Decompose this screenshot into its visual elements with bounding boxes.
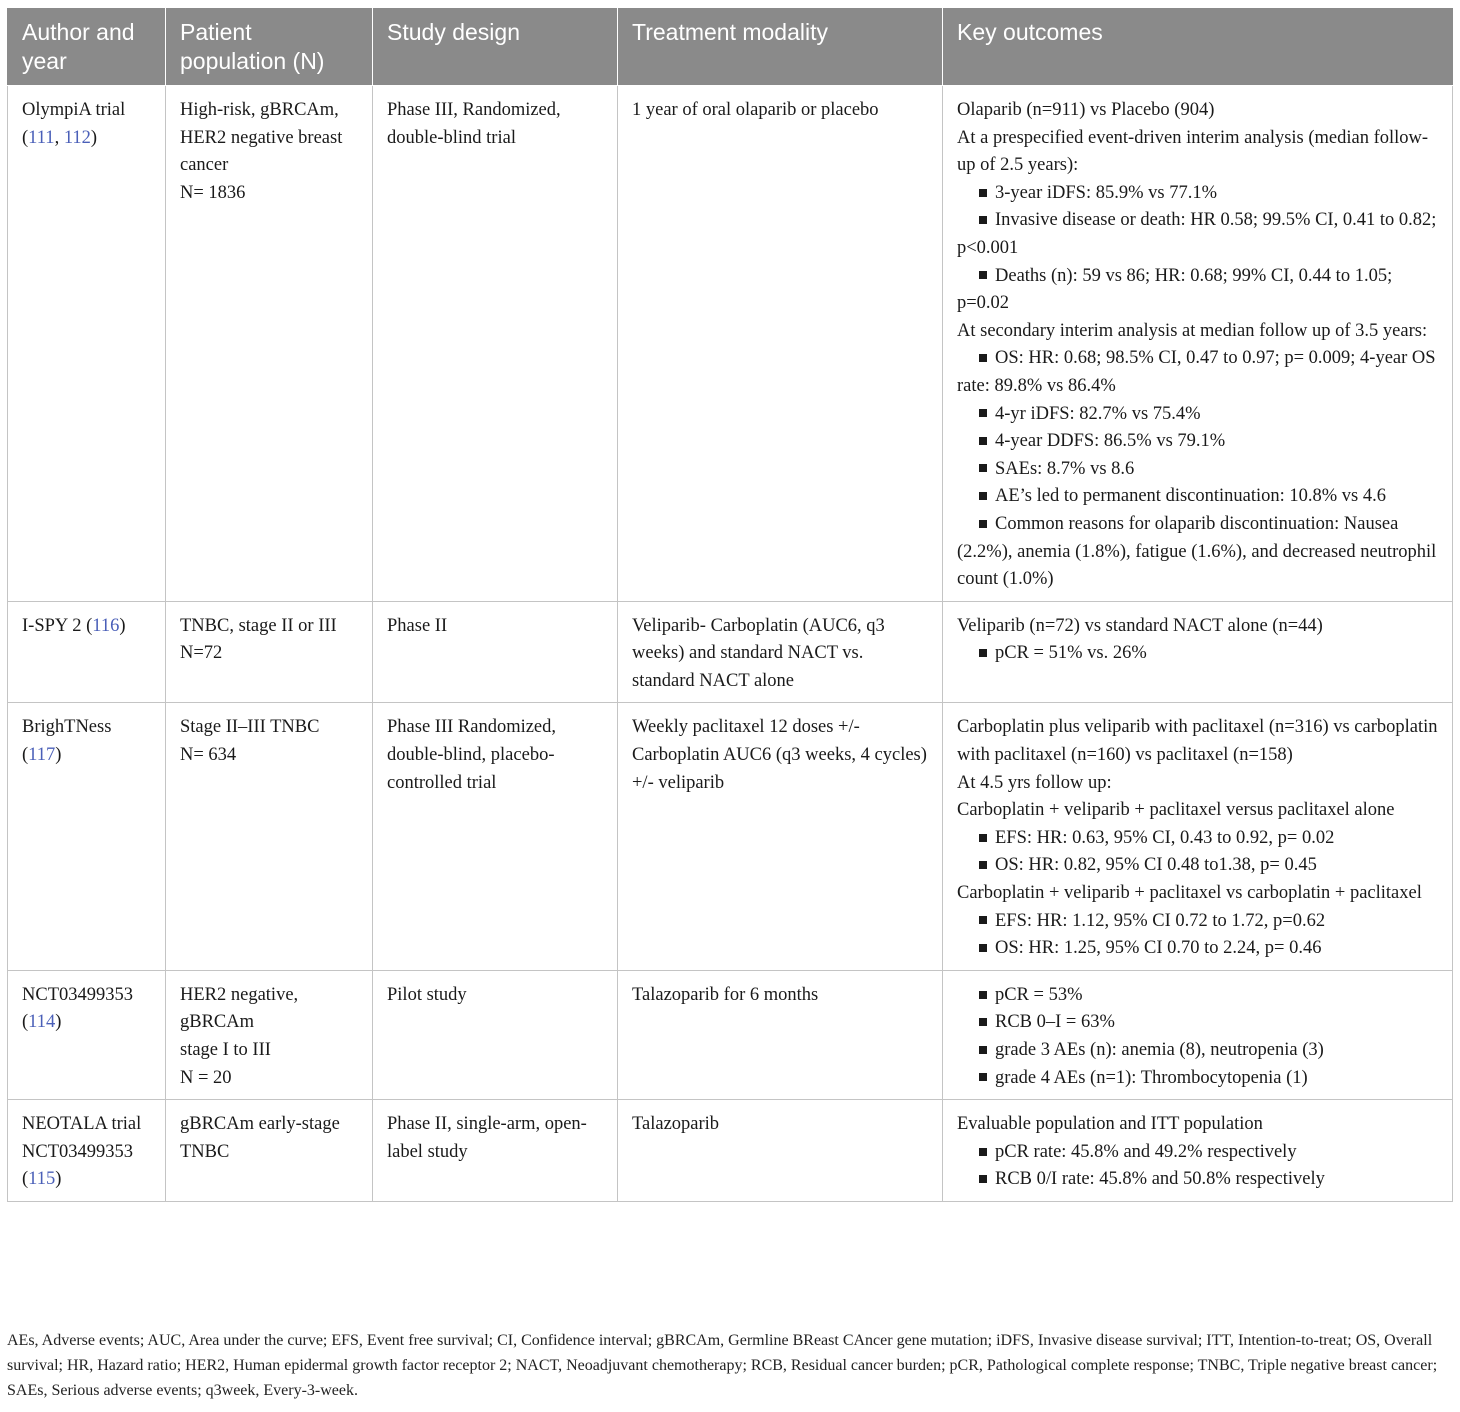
cell-population xyxy=(166,86,373,602)
cell-treatment xyxy=(618,1100,943,1202)
bullet-square-icon xyxy=(979,1046,987,1054)
outcome-bullet xyxy=(957,207,1438,262)
cell-outcomes xyxy=(943,1100,1453,1202)
bullet-square-icon xyxy=(979,991,987,999)
cell-outcomes xyxy=(943,970,1453,1099)
cell-treatment xyxy=(618,703,943,970)
cell-treatment xyxy=(618,86,943,602)
cell-design-line: Phase III Randomized, double-blind, placebo-controlled trial xyxy=(387,717,557,793)
cell-treatment xyxy=(618,601,943,703)
cell-population-line: TNBC, stage II or III xyxy=(180,615,337,636)
bullet-square-icon xyxy=(979,216,987,224)
cell-design xyxy=(373,601,618,703)
cell-author: BrighTNess (117) xyxy=(8,703,166,970)
cell-treatment-line: Veliparib- Carboplatin (AUC6, q3 weeks) and standard NACT vs. standard NACT alone xyxy=(632,615,885,691)
cell-population xyxy=(166,1100,373,1202)
outcome-text: 4-yr iDFS: 82.7% vs 75.4% xyxy=(995,403,1201,424)
cell-population-line: N= 634 xyxy=(180,745,237,766)
outcome-text: 3-year iDFS: 85.9% vs 77.1% xyxy=(995,182,1217,203)
cell-design-line: Phase III, Randomized, double-blind trial xyxy=(387,100,561,148)
cell-design xyxy=(373,970,618,1099)
outcome-bullet xyxy=(957,428,1438,456)
cell-population-line: gBRCAm early-stage TNBC xyxy=(180,1114,340,1162)
bullet-square-icon xyxy=(979,1073,987,1081)
outcome-line: At secondary interim analysis at median follow up of 3.5 years: xyxy=(957,320,1428,341)
table-row xyxy=(8,703,1453,970)
cell-population-line: N=72 xyxy=(180,643,223,664)
outcome-bullet xyxy=(957,456,1438,484)
outcome-bullet xyxy=(957,1037,1438,1065)
author-name: OlympiA trial xyxy=(22,100,126,120)
outcome-line: Olaparib (n=911) vs Placebo (904) xyxy=(957,100,1215,120)
bullet-square-icon xyxy=(979,492,987,500)
reference-link[interactable]: 117 xyxy=(28,745,56,766)
outcome-text: pCR = 53% xyxy=(995,984,1083,1005)
outcome-line: Carboplatin plus veliparib with paclitaxel (n=316) vs carboplatin with paclitaxel (n=160) vs paclitaxel (n=158) xyxy=(957,717,1438,766)
reference-link[interactable]: 111 xyxy=(28,127,55,148)
outcome-text: AE’s led to permanent discontinuation: 10.8% vs 4.6 xyxy=(995,486,1387,507)
cell-population xyxy=(166,601,373,703)
outcome-text: SAEs: 8.7% vs 8.6 xyxy=(995,458,1135,479)
outcome-bullet xyxy=(957,1065,1438,1093)
header-treatment: Treatment modality xyxy=(618,8,943,86)
cell-population xyxy=(166,703,373,970)
cell-author: I-SPY 2 (116) xyxy=(8,601,166,703)
reference-link[interactable]: 112 xyxy=(63,127,91,148)
outcome-line: Evaluable population and ITT population xyxy=(957,1114,1263,1135)
cell-population xyxy=(166,970,373,1099)
outcome-bullet xyxy=(957,1139,1438,1167)
bullet-square-icon xyxy=(979,354,987,362)
outcome-bullet xyxy=(957,825,1438,853)
cell-treatment-line: Talazoparib xyxy=(632,1114,720,1135)
header-design: Study design xyxy=(373,8,618,86)
outcome-text: EFS: HR: 1.12, 95% CI 0.72 to 1.72, p=0.62 xyxy=(995,910,1326,931)
outcome-text: RCB 0/I rate: 45.8% and 50.8% respectively xyxy=(995,1169,1325,1190)
author-name: BrighTNess xyxy=(22,717,112,738)
bullet-square-icon xyxy=(979,1175,987,1183)
bullet-square-icon xyxy=(979,861,987,869)
cell-outcomes xyxy=(943,86,1453,602)
cell-population-line: HER2 negative, gBRCAm xyxy=(180,984,299,1033)
table-row xyxy=(8,86,1453,602)
bullet-square-icon xyxy=(979,1018,987,1026)
outcome-text: OS: HR: 0.82, 95% CI 0.48 to1.38, p= 0.45 xyxy=(995,855,1317,876)
outcome-text: Invasive disease or death: HR 0.58; 99.5% CI, 0.41 to 0.82; p<0.001 xyxy=(957,210,1437,258)
outcome-bullet xyxy=(957,1009,1438,1037)
cell-outcomes xyxy=(943,601,1453,703)
bullet-square-icon xyxy=(979,437,987,445)
cell-design xyxy=(373,1100,618,1202)
bullet-square-icon xyxy=(979,649,987,657)
bullet-square-icon xyxy=(979,834,987,842)
author-name: NEOTALA trial xyxy=(22,1114,142,1135)
cell-population-line: High-risk, gBRCAm, HER2 negative breast cancer xyxy=(180,100,343,176)
outcome-bullet xyxy=(957,852,1438,880)
outcome-line: Carboplatin + veliparib + paclitaxel vs carboplatin + paclitaxel xyxy=(957,883,1422,904)
cell-treatment xyxy=(618,970,943,1099)
table-footnote: AEs, Adverse events; AUC, Area under the curve; EFS, Event free survival; CI, Confidence interval; gBRCAm, Germline BReast CAncer gene mutation; iDFS, Invasive disease survival; ITT, Intention-to-treat; OS, Overall survival; HR, Hazard ratio; HER2, Human epidermal growth factor receptor 2; NACT, Neoadjuvant chemotherapy; RCB, Residual cancer burden; pCR, Pathological complete response; TNBC, Triple negative breast cancer; SAEs, Serious adverse events; q3week, Every-3-week. xyxy=(7,1332,1438,1399)
outcome-bullet xyxy=(957,511,1438,594)
outcome-line: At 4.5 yrs follow up: xyxy=(957,772,1112,793)
outcome-bullet xyxy=(957,908,1438,936)
bullet-square-icon xyxy=(979,409,987,417)
outcome-bullet xyxy=(957,263,1438,318)
outcome-line: Veliparib (n=72) vs standard NACT alone (n=44) xyxy=(957,615,1323,636)
cell-population-line: stage I to III xyxy=(180,1040,271,1060)
outcome-bullet xyxy=(957,401,1438,429)
outcome-text: pCR rate: 45.8% and 49.2% respectively xyxy=(995,1141,1297,1162)
reference-link[interactable]: 114 xyxy=(28,1012,56,1033)
reference-link[interactable]: 116 xyxy=(92,615,120,636)
outcome-text: Common reasons for olaparib discontinuation: Nausea (2.2%), anemia (1.8%), fatigue (1.6%), and decreased neutrophil count (1.0%) xyxy=(957,513,1437,590)
cell-design xyxy=(373,86,618,602)
trials-table xyxy=(7,8,1453,1202)
cell-treatment-line: 1 year of oral olaparib or placebo xyxy=(632,100,879,120)
cell-author: OlympiA trial (111, 112) xyxy=(8,86,166,602)
header-row xyxy=(8,8,1453,86)
outcome-text: 4-year DDFS: 86.5% vs 79.1% xyxy=(995,431,1226,452)
author-name: I-SPY 2 xyxy=(22,615,82,636)
cell-author: NEOTALA trial NCT03499353 (115) xyxy=(8,1100,166,1202)
bullet-square-icon xyxy=(979,944,987,952)
outcome-text: OS: HR: 1.25, 95% CI 0.70 to 2.24, p= 0.46 xyxy=(995,938,1322,959)
outcome-bullet xyxy=(957,982,1438,1010)
bullet-square-icon xyxy=(979,271,987,279)
outcome-bullet xyxy=(957,180,1438,208)
table-row xyxy=(8,1100,1453,1202)
bullet-square-icon xyxy=(979,916,987,924)
cell-author: NCT03499353 (114) xyxy=(8,970,166,1099)
outcome-text: pCR = 51% vs. 26% xyxy=(995,643,1147,664)
outcome-text: grade 4 AEs (n=1): Thrombocytopenia (1) xyxy=(995,1067,1308,1088)
bullet-square-icon xyxy=(979,520,987,528)
outcome-text: RCB 0–I = 63% xyxy=(995,1012,1115,1033)
bullet-square-icon xyxy=(979,1148,987,1156)
cell-population-line: N = 20 xyxy=(180,1067,232,1088)
cell-treatment-line: Weekly paclitaxel 12 doses +/- Carboplatin AUC6 (q3 weeks, 4 cycles) +/- veliparib xyxy=(632,717,927,793)
header-outcomes: Key outcomes xyxy=(943,8,1453,86)
outcome-bullet xyxy=(957,640,1438,668)
cell-outcomes xyxy=(943,703,1453,970)
header-population: Patient population (N) xyxy=(166,8,373,86)
cell-design-line: Phase II, single-arm, open-label study xyxy=(387,1114,587,1162)
table-row xyxy=(8,601,1453,703)
author-name: NCT03499353 xyxy=(22,1141,133,1162)
outcome-text: EFS: HR: 0.63, 95% CI, 0.43 to 0.92, p= 0.02 xyxy=(995,827,1335,848)
outcome-bullet xyxy=(957,483,1438,511)
cell-population-line: N= 1836 xyxy=(180,182,246,203)
author-name: NCT03499353 xyxy=(22,984,133,1005)
outcome-text: OS: HR: 0.68; 98.5% CI, 0.47 to 0.97; p= 0.009; 4-year OS rate: 89.8% vs 86.4% xyxy=(957,348,1436,396)
cell-population-line: Stage II–III TNBC xyxy=(180,717,320,738)
table-row xyxy=(8,970,1453,1099)
outcome-line: Carboplatin + veliparib + paclitaxel versus paclitaxel alone xyxy=(957,800,1395,821)
outcome-text: grade 3 AEs (n): anemia (8), neutropenia (3) xyxy=(995,1040,1324,1060)
cell-design-line: Pilot study xyxy=(387,984,467,1005)
outcome-line: At a prespecified event-driven interim analysis (median follow-up of 2.5 years): xyxy=(957,127,1429,176)
bullet-square-icon xyxy=(979,189,987,197)
reference-link[interactable]: 115 xyxy=(28,1169,56,1190)
outcome-bullet xyxy=(957,1166,1438,1194)
outcome-bullet xyxy=(957,935,1438,963)
cell-design xyxy=(373,703,618,970)
outcome-text: Deaths (n): 59 vs 86; HR: 0.68; 99% CI, 0.44 to 1.05; p=0.02 xyxy=(957,265,1393,314)
cell-treatment-line: Talazoparib for 6 months xyxy=(632,984,819,1005)
cell-design-line: Phase II xyxy=(387,615,448,636)
outcome-bullet xyxy=(957,345,1438,400)
header-author: Author and year xyxy=(8,8,166,86)
bullet-square-icon xyxy=(979,464,987,472)
